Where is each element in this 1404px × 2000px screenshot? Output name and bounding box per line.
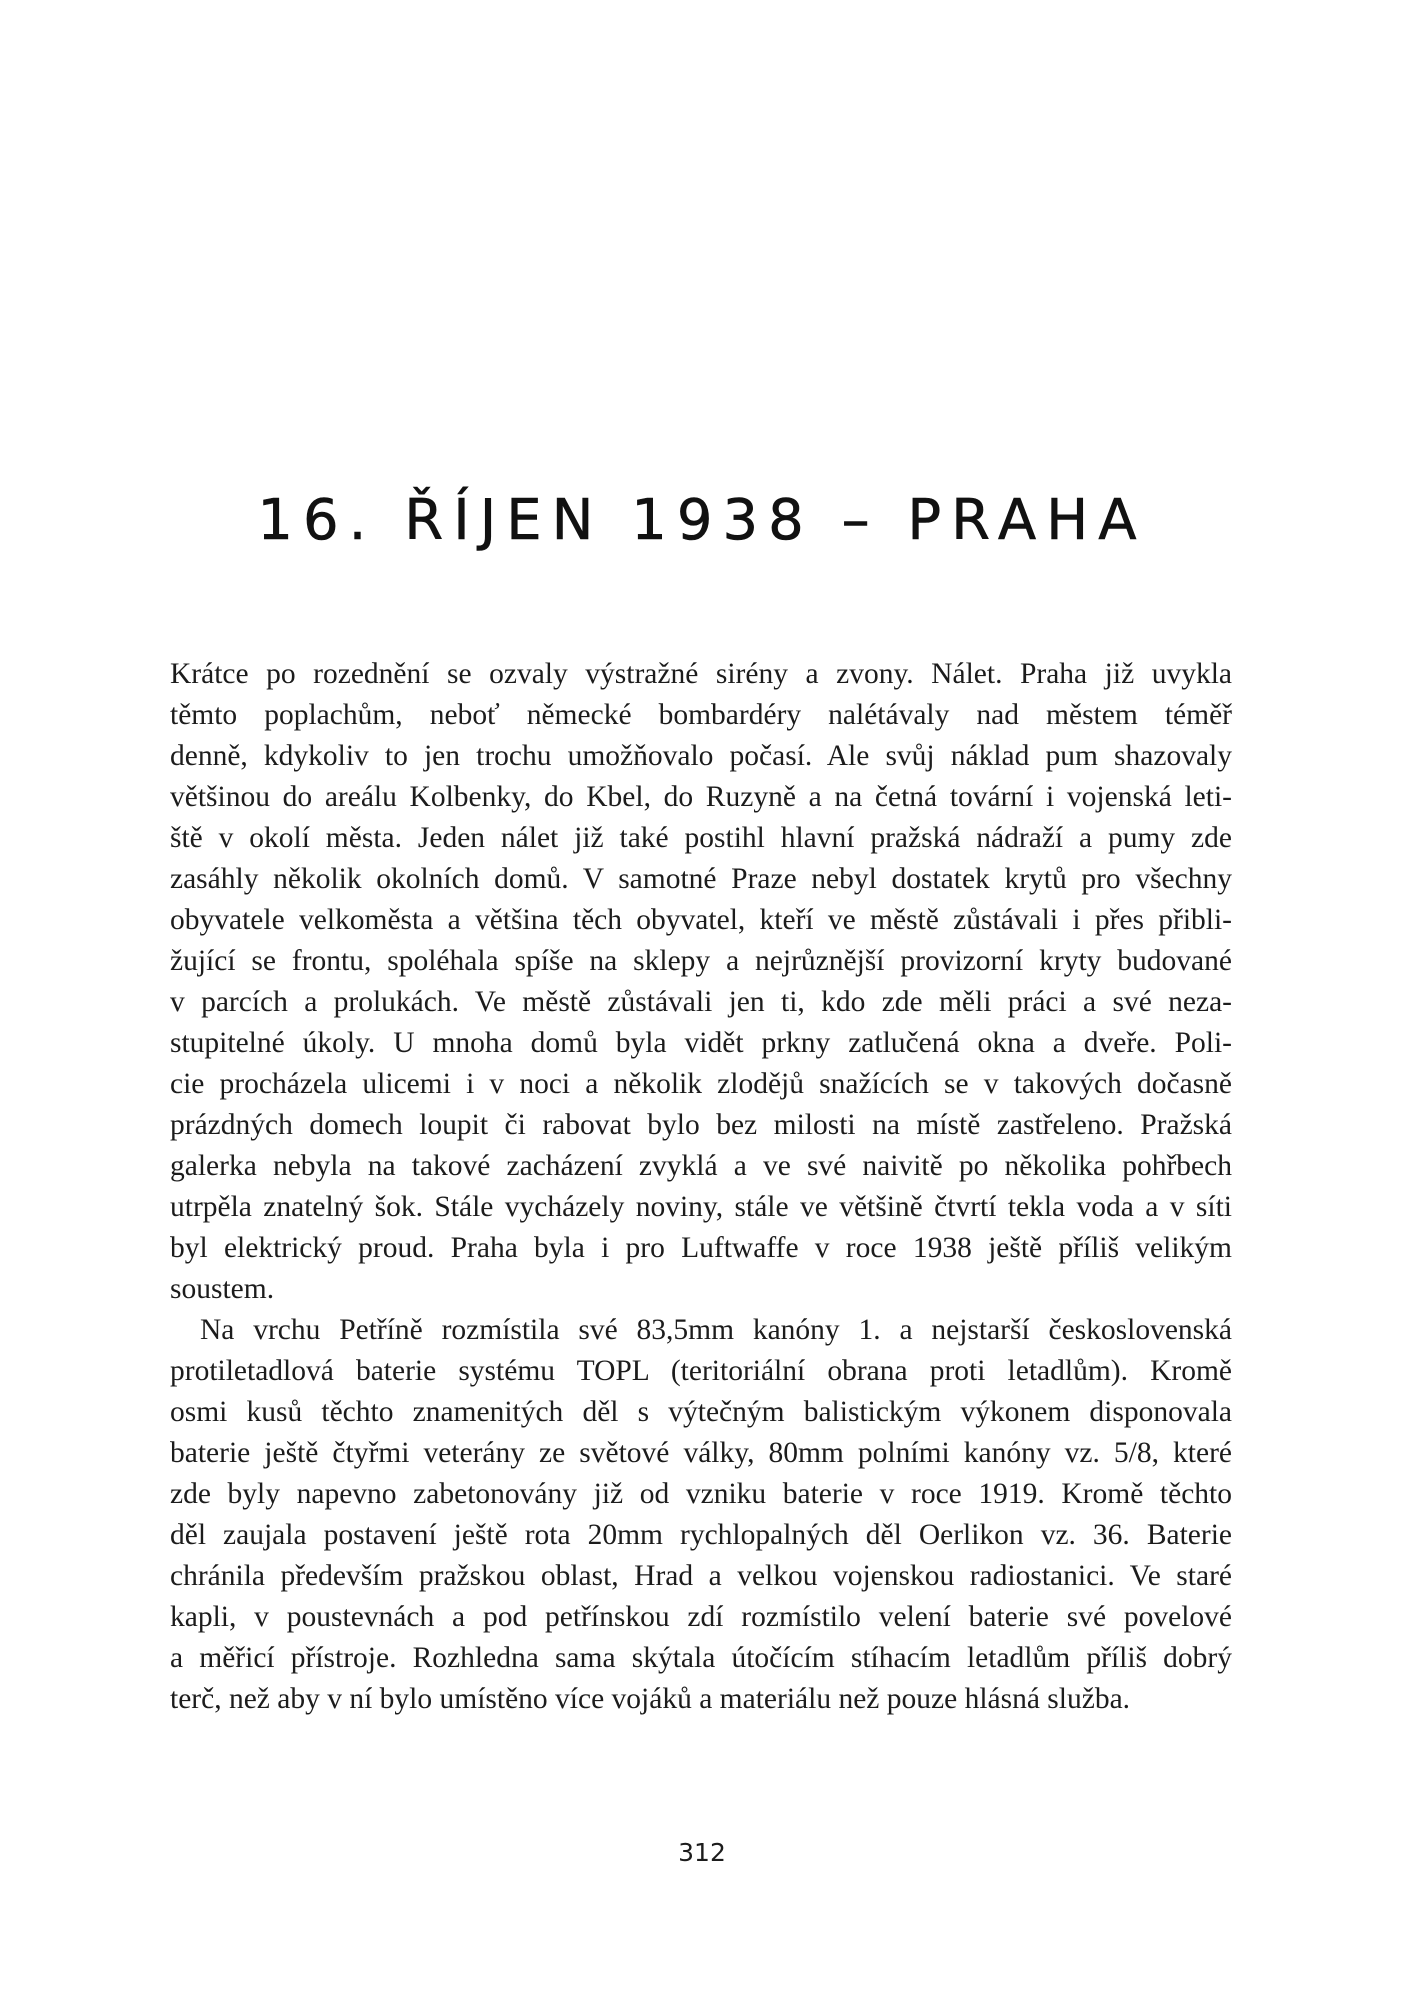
text-line: terč, než aby v ní bylo umístěno více vojáků a materiálu než pouze hlásná služba. [170,1683,1131,1715]
paragraph-1 [170,654,1232,1310]
text-line: prázdných domech loupit či rabovat bylo bez milosti na místě zastřeleno. Pražská [170,1109,1232,1141]
page-number: 312 [678,1838,726,1867]
text-line: v parcích a prolukách. Ve městě zůstávali jen ti, kdo zde měli práci a své neza- [170,986,1232,1018]
text-line: osmi kusů těchto znamenitých děl s výtečným balistickým výkonem disponovala [170,1396,1232,1428]
text-line: soustem. [170,1273,275,1305]
text-line: denně, kdykoliv to jen trochu umožňovalo počasí. Ale svůj náklad pum shazovaly [170,740,1232,772]
body-text [170,654,1232,1720]
paragraph-2 [170,1310,1232,1720]
text-line: obyvatele velkoměsta a většina těch obyvatel, kteří ve městě zůstávali i přes přibli- [170,904,1232,936]
text-line: ště v okolí města. Jeden nálet již také postihl hlavní pražská nádraží a pumy zde [170,822,1232,854]
text-line: utrpěla znatelný šok. Stále vycházely noviny, stále ve většině čtvrtí tekla voda a v síti [170,1191,1232,1223]
text-line: byl elektrický proud. Praha byla i pro Luftwaffe v roce 1938 ještě příliš velikým [170,1232,1232,1264]
text-line: stupitelné úkoly. U mnoha domů byla vidět prkny zatlučená okna a dveře. Poli- [170,1027,1232,1059]
text-line: baterie ještě čtyřmi veterány ze světové války, 80mm polními kanóny vz. 5/8, které [170,1437,1232,1469]
text-line: většinou do areálu Kolbenky, do Kbel, do Ruzyně a na četná tovární i vojenská leti- [170,781,1232,813]
text-line: zde byly napevno zabetonovány již od vzniku baterie v roce 1919. Kromě těchto [170,1478,1232,1510]
text-line: chránila především pražskou oblast, Hrad a velkou vojenskou radiostanici. Ve staré [170,1560,1232,1592]
text-line: protiletadlová baterie systému TOPL (teritoriální obrana proti letadlům). Kromě [170,1355,1232,1387]
text-line: Krátce po rozednění se ozvaly výstražné sirény a zvony. Nálet. Praha již uvykla [170,658,1232,690]
text-line: cie procházela ulicemi i v noci a několik zlodějů snažících se v takových dočasně [170,1068,1232,1100]
chapter-title: 16. ŘÍJEN 1938 – PRAHA [257,488,1147,553]
text-line: těmto poplachům, neboť německé bombardéry nalétávaly nad městem téměř [170,699,1232,731]
text-line: Na vrchu Petříně rozmístila své 83,5mm kanóny 1. a nejstarší československá [200,1314,1232,1346]
text-line: galerka nebyla na takové zacházení zvyklá a ve své naivitě po několika pohřbech [170,1150,1232,1182]
text-line: děl zaujala postavení ještě rota 20mm rychlopalných děl Oerlikon vz. 36. Baterie [170,1519,1232,1551]
text-line: zasáhly několik okolních domů. V samotné Praze nebyl dostatek krytů pro všechny [170,863,1232,895]
text-line: kapli, v poustevnách a pod petřínskou zdí rozmístilo velení baterie své povelové [170,1601,1232,1633]
text-line: a měřicí přístroje. Rozhledna sama skýtala útočícím stíhacím letadlům příliš dobrý [170,1642,1232,1674]
text-line: žující se frontu, spoléhala spíše na sklepy a nejrůznější provizorní kryty budované [170,945,1232,977]
